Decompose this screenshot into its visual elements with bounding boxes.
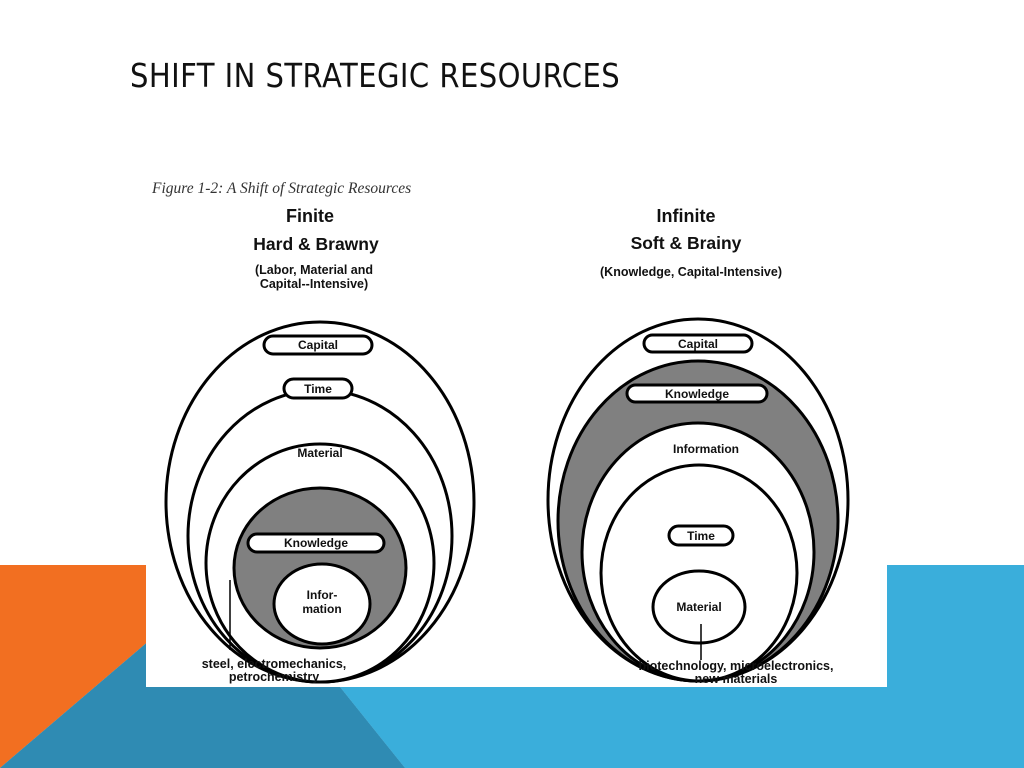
right-footnote-line2: new materials xyxy=(694,672,778,686)
figure-caption: Figure 1-2: A Shift of Strategic Resources xyxy=(152,180,412,197)
left-footnote-line2: petrochemistry xyxy=(228,670,320,684)
figure-panel xyxy=(146,172,887,687)
left-time-label: Time xyxy=(304,382,332,396)
right-diagram xyxy=(548,319,848,681)
right-time-label: Time xyxy=(687,529,715,543)
right-heading: Infinite xyxy=(656,206,716,226)
right-footnote-line1: biotechnology, microelectronics, xyxy=(638,659,834,673)
left-material-label: Material xyxy=(297,446,343,460)
right-capital-label: Capital xyxy=(677,337,719,351)
left-note-line1: (Labor, Material and xyxy=(254,263,374,277)
right-knowledge-label: Knowledge xyxy=(664,387,730,401)
left-footnote-line1: steel, electromechanics, xyxy=(201,657,347,671)
left-information-label-line2: mation xyxy=(302,602,342,616)
left-capital-label: Capital xyxy=(297,338,339,352)
left-knowledge-label: Knowledge xyxy=(283,536,349,550)
left-diagram xyxy=(166,322,474,682)
right-information-label: Information xyxy=(673,442,739,456)
left-subheading: Hard & Brawny xyxy=(253,234,379,254)
left-heading: Finite xyxy=(286,206,334,226)
slide-title: SHIFT IN STRATEGIC RESOURCES xyxy=(130,56,621,95)
left-information-label-line1: Infor- xyxy=(306,588,338,602)
right-material-label: Material xyxy=(676,600,722,614)
left-note-line2: Capital--Intensive) xyxy=(259,277,369,291)
right-note-line1: (Knowledge, Capital-Intensive) xyxy=(600,265,782,279)
right-subheading: Soft & Brainy xyxy=(630,233,742,253)
